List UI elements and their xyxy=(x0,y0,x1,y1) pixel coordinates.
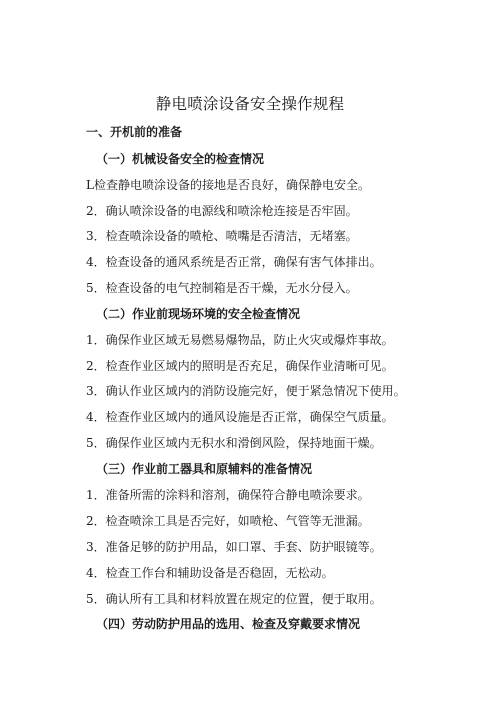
list-item: 5．确保作业区域内无积水和滑倒风险，保持地面干燥。 xyxy=(86,436,382,450)
subsection-heading: （二）作业前现场环境的安全检查情况 xyxy=(96,307,301,321)
subsection-heading: （一）机械设备安全的检查情况 xyxy=(96,152,265,166)
list-item: 5．检查设备的电气控制箱是否干燥，无水分侵入。 xyxy=(86,281,358,295)
list-item: 2．确认喷涂设备的电源线和喷涂枪连接是否牢固。 xyxy=(86,204,358,218)
subsection-heading: （四）劳动防护用品的选用、检查及穿戴要求情况 xyxy=(96,617,361,631)
list-item: 3．确认作业区域内的消防设施完好，便于紧急情况下使用。 xyxy=(86,384,406,398)
list-item: 4．检查设备的通风系统是否正常，确保有害气体排出。 xyxy=(86,255,382,269)
list-item: 4．检查工作台和辅助设备是否稳固，无松动。 xyxy=(86,566,334,580)
list-item: 1．确保作业区域无易燃易爆物品，防止火灾或爆炸事故。 xyxy=(86,333,394,347)
list-item: 2．检查喷涂工具是否完好，如喷枪、气管等无泄漏。 xyxy=(86,514,370,528)
list-item: L检查静电喷涂设备的接地是否良好，确保静电安全。 xyxy=(86,178,370,192)
section-heading: 一、开机前的准备 xyxy=(86,125,183,139)
list-item: 5．确认所有工具和材料放置在规定的位置，便于取用。 xyxy=(86,592,382,606)
list-item: 2．检查作业区域内的照明是否充足，确保作业清晰可见。 xyxy=(86,359,394,373)
list-item: 3．准备足够的防护用品，如口罩、手套、防护眼镜等。 xyxy=(86,540,382,554)
document-title: 静电喷涂设备安全操作规程 xyxy=(155,95,345,113)
list-item: 4．检查作业区域内的通风设施是否正常，确保空气质量。 xyxy=(86,410,394,424)
list-item: 3．检查喷涂设备的喷枪、喷嘴是否清洁，无堵塞。 xyxy=(86,229,358,243)
list-item: 1．准备所需的涂料和溶剂，确保符合静电喷涂要求。 xyxy=(86,488,370,502)
subsection-heading: （三）作业前工器具和原辅料的准备情况 xyxy=(96,462,313,476)
